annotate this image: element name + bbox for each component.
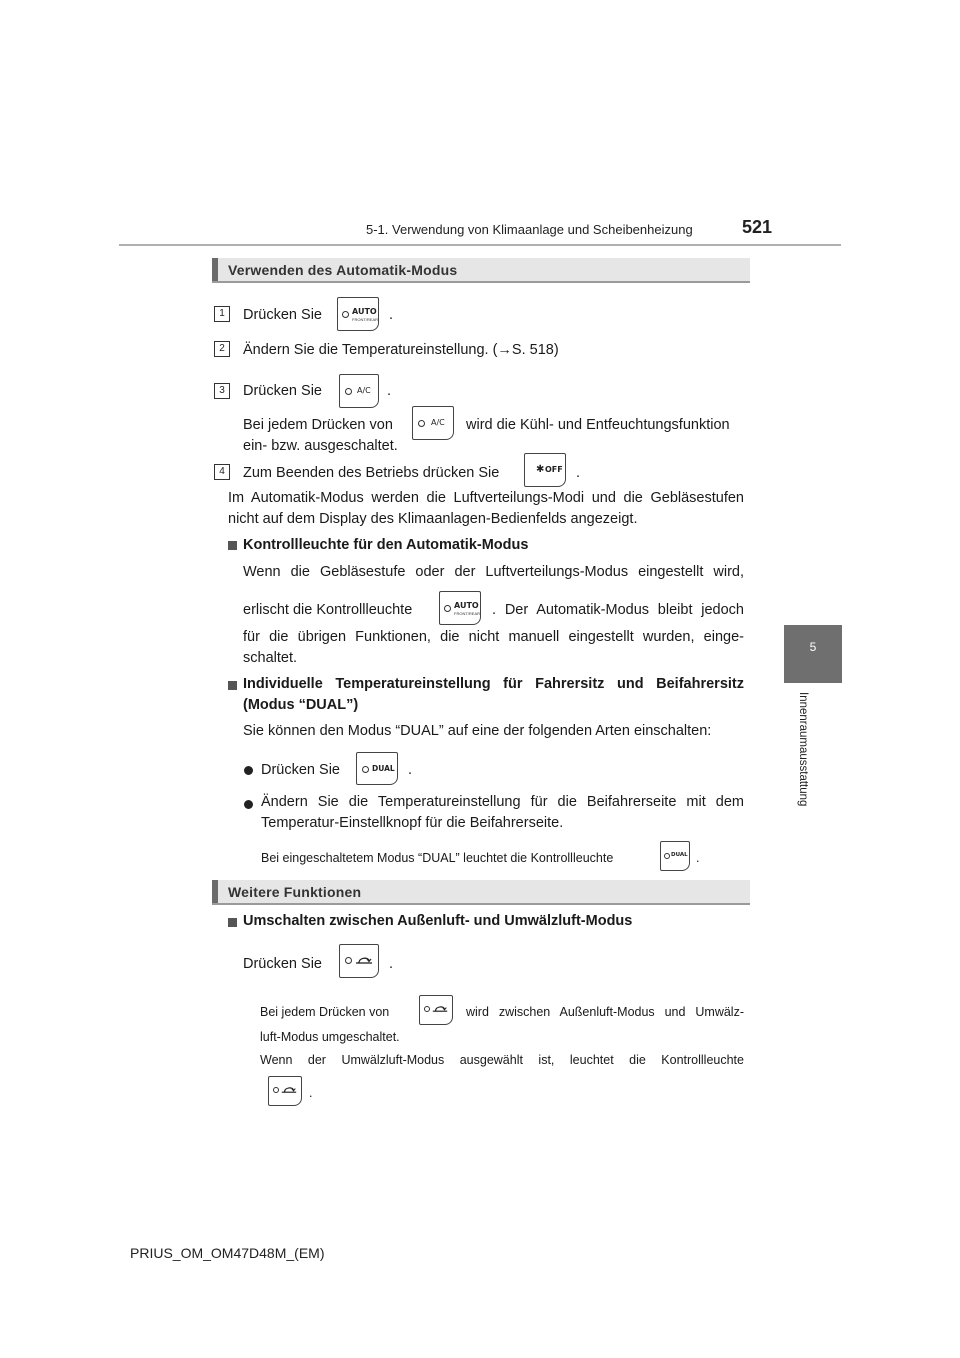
recirculation-button-icon xyxy=(339,944,379,978)
bullet-dot-icon xyxy=(244,800,253,809)
dual-note-period: . xyxy=(696,851,700,865)
indicator-lamp-icon xyxy=(424,1006,430,1012)
dual-label: DUAL xyxy=(671,852,688,858)
bullet-square-icon xyxy=(228,541,237,550)
dual-bullet-2-line-2: Temperatur-Einstellknopf für die Beifahrerseite. xyxy=(261,815,564,831)
section-title: Verwenden des Automatik-Modus xyxy=(228,262,458,278)
section-heading-automatic xyxy=(212,258,750,283)
section-accent xyxy=(212,258,218,281)
dual-bullet-1-text: Drücken Sie xyxy=(261,762,340,778)
indicator-lamp-icon xyxy=(444,605,451,612)
document-code: PRIUS_OM_OM47D48M_(EM) xyxy=(130,1245,325,1261)
auto-label: AUTO xyxy=(454,601,479,610)
subheading-dual-line-1: Individuelle Temperatureinstellung für Fahrersitz und Beifahrersitz xyxy=(243,676,744,692)
ac-button-icon xyxy=(339,374,379,408)
fan-icon: ✱ xyxy=(536,464,545,475)
recirc-note-1b: wird zwischen Außenluft-Modus und Umwälz- xyxy=(466,1005,744,1019)
indicator-lamp-icon xyxy=(345,957,352,964)
ac-label: A/C xyxy=(431,418,445,427)
indicator-lamp-icon xyxy=(345,388,352,395)
bullet-dot-icon xyxy=(244,766,253,775)
dual-bullet-1-period: . xyxy=(408,762,413,778)
indicator-text-line-2b: . Der Automatik-Modus bleibt jedoch xyxy=(492,602,744,618)
recirculation-button-icon xyxy=(268,1076,302,1106)
dual-bullet-2-line-1: Ändern Sie die Temperatureinstellung für die Beifahrerseite mit dem xyxy=(261,794,744,810)
step-1-text: Drücken Sie xyxy=(243,307,322,323)
off-button-icon xyxy=(524,453,566,487)
section-title: Weitere Funktionen xyxy=(228,884,362,900)
section-heading-further-functions xyxy=(212,880,750,905)
recirc-note-1a: Bei jedem Drücken von xyxy=(260,1005,390,1019)
section-accent xyxy=(212,880,218,903)
running-header: 5-1. Verwendung von Klimaanlage und Scheibenheizung xyxy=(366,222,693,237)
indicator-lamp-icon xyxy=(342,311,349,318)
auto-button-icon xyxy=(439,591,481,625)
recirculation-button-icon xyxy=(419,995,453,1025)
step-3-note-b: wird die Kühl- und Entfeuchtungsfunktion xyxy=(466,417,730,433)
auto-sublabel: FRONT/REAR xyxy=(454,611,480,616)
dual-intro: Sie können den Modus “DUAL” auf eine der folgenden Arten einschalten: xyxy=(243,723,712,739)
step-4-period: . xyxy=(576,465,581,481)
recirculation-icon xyxy=(431,1004,449,1013)
ac-label: A/C xyxy=(357,386,371,395)
recirc-press-text: Drücken Sie xyxy=(243,956,322,972)
step-4-text: Zum Beenden des Betriebs drücken Sie xyxy=(243,465,500,481)
subheading-dual-line-2: (Modus “DUAL”) xyxy=(243,697,359,713)
recirculation-icon xyxy=(354,955,374,965)
recirc-press-period: . xyxy=(389,956,394,972)
dual-button-icon xyxy=(356,752,398,785)
chapter-label: Innenraumausstattung xyxy=(797,692,809,807)
chapter-tab xyxy=(784,625,842,683)
indicator-lamp-icon xyxy=(273,1087,279,1093)
indicator-text-line-2a: erlischt die Kontrollleuchte xyxy=(243,602,413,618)
off-label: OFF xyxy=(545,465,563,474)
step-number-3: 3 xyxy=(214,383,230,399)
recirc-note-2: Wenn der Umwälzluft-Modus ausgewählt ist, leuchtet die Kontrollleuchte xyxy=(260,1053,744,1067)
dual-label: DUAL xyxy=(372,764,395,773)
step-1-period: . xyxy=(389,307,394,323)
auto-button-icon xyxy=(337,297,379,331)
indicator-lamp-icon xyxy=(418,420,425,427)
step-3-text: Drücken Sie xyxy=(243,383,322,399)
step-3-note-c: ein- bzw. ausgeschaltet. xyxy=(243,438,398,454)
header-rule xyxy=(119,244,841,246)
auto-sublabel: FRONT/REAR xyxy=(352,317,378,322)
subheading-indicator: Kontrollleuchte für den Automatik-Modus xyxy=(243,537,529,553)
indicator-text-line-3: für die übrigen Funktionen, die nicht manuell eingestellt wurden, einge- xyxy=(243,629,744,645)
ac-button-icon xyxy=(412,406,454,440)
subheading-recirculation: Umschalten zwischen Außenluft- und Umwälzluft-Modus xyxy=(243,913,633,929)
step-3-period: . xyxy=(387,383,392,399)
page-number: 521 xyxy=(742,217,773,237)
auto-label: AUTO xyxy=(352,307,377,316)
step-number-2: 2 xyxy=(214,341,230,357)
recirculation-icon xyxy=(280,1085,298,1094)
indicator-lamp-icon xyxy=(664,853,670,859)
step-number-1: 1 xyxy=(214,306,230,322)
bullet-square-icon xyxy=(228,681,237,690)
chapter-number: 5 xyxy=(809,640,817,654)
dual-button-icon xyxy=(660,841,690,871)
recirc-note-1c: luft-Modus umgeschaltet. xyxy=(260,1030,400,1044)
indicator-text-line-4: schaltet. xyxy=(243,650,297,666)
step-2-text: Ändern Sie die Temperatureinstellung. (→S. 518) xyxy=(243,342,559,358)
auto-mode-paragraph-line-1: Im Automatik-Modus werden die Luftverteilungs-Modi und die Gebläsestufen xyxy=(228,490,744,506)
step-3-note-a: Bei jedem Drücken von xyxy=(243,417,393,433)
auto-mode-paragraph-line-2: nicht auf dem Display des Klimaanlagen-Bedienfelds angezeigt. xyxy=(228,511,638,527)
recirc-note-2-period: . xyxy=(309,1086,313,1100)
bullet-square-icon xyxy=(228,918,237,927)
indicator-text-line-1: Wenn die Gebläsestufe oder der Luftverteilungs-Modus eingestellt wird, xyxy=(243,564,744,580)
step-number-4: 4 xyxy=(214,464,230,480)
indicator-lamp-icon xyxy=(362,766,369,773)
dual-note: Bei eingeschaltetem Modus “DUAL” leuchtet die Kontrollleuchte xyxy=(261,851,614,865)
